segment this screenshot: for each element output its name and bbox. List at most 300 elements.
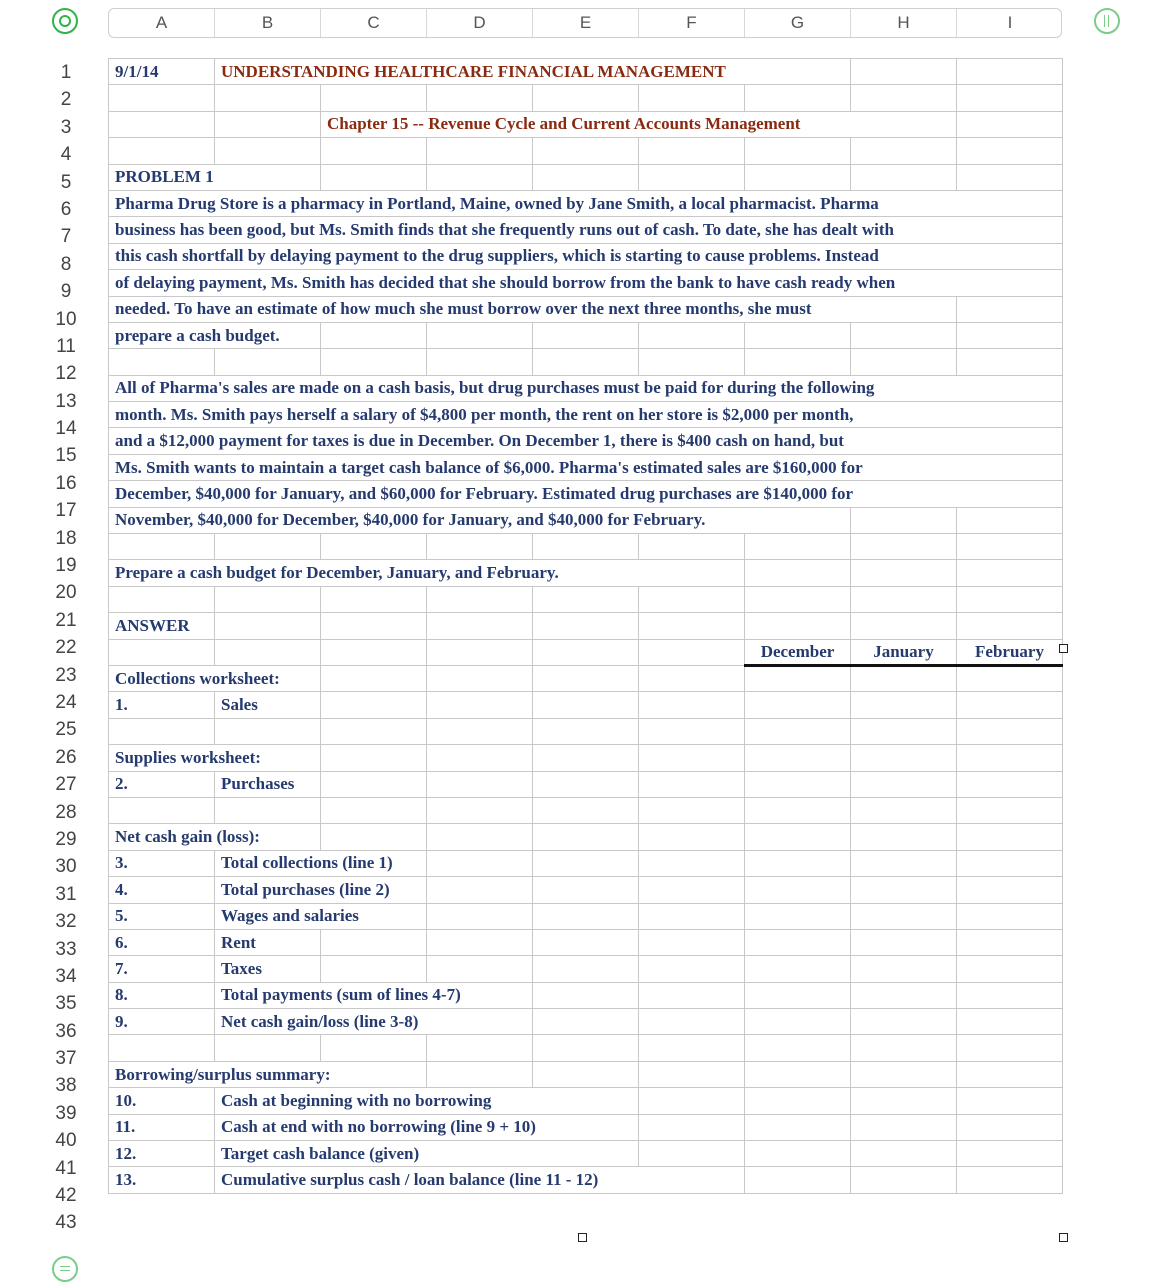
selection-resize-handle[interactable]	[1059, 1233, 1068, 1242]
cell[interactable]	[215, 586, 321, 612]
cell[interactable]	[851, 692, 957, 718]
cell[interactable]	[745, 824, 851, 850]
row-header[interactable]: 2	[60, 89, 72, 111]
cell[interactable]	[639, 665, 745, 691]
row-header[interactable]: 28	[55, 801, 77, 823]
cell[interactable]	[745, 797, 851, 823]
cell[interactable]	[639, 1141, 745, 1167]
cell-line-num[interactable]: 2.	[109, 771, 215, 797]
cell[interactable]	[639, 692, 745, 718]
cell-problem-text[interactable]: Ms. Smith wants to maintain a target cash balance of $6,000. Pharma's estimated sales are $160,000 for	[109, 454, 1063, 480]
row-header[interactable]: 39	[55, 1102, 77, 1124]
cell[interactable]	[851, 560, 957, 586]
cell[interactable]	[427, 85, 533, 111]
cell-problem-text[interactable]: needed. To have an estimate of how much she must borrow over the next three months, she must	[109, 296, 957, 322]
cell[interactable]	[321, 956, 427, 982]
cell[interactable]	[321, 771, 427, 797]
cell-line-num[interactable]: 5.	[109, 903, 215, 929]
row-header[interactable]: 9	[60, 281, 72, 303]
add-row-handle[interactable]	[52, 1256, 78, 1282]
cell[interactable]	[957, 903, 1063, 929]
cell-line-label[interactable]: Sales	[215, 692, 321, 718]
cell[interactable]	[639, 1035, 745, 1061]
row-header[interactable]: 35	[55, 993, 77, 1015]
column-header-d[interactable]: D	[427, 9, 533, 37]
cell[interactable]	[745, 771, 851, 797]
cell[interactable]	[745, 877, 851, 903]
cell[interactable]	[639, 586, 745, 612]
cell-section-header[interactable]: Net cash gain (loss):	[109, 824, 321, 850]
column-header-b[interactable]: B	[215, 9, 321, 37]
cell-line-label[interactable]: Wages and salaries	[215, 903, 427, 929]
row-header[interactable]: 21	[55, 609, 77, 631]
cell[interactable]	[533, 797, 639, 823]
cell[interactable]	[745, 1167, 851, 1193]
cell[interactable]	[533, 824, 639, 850]
cell[interactable]	[533, 1035, 639, 1061]
cell-line-num[interactable]: 4.	[109, 877, 215, 903]
row-header[interactable]: 7	[60, 226, 72, 248]
row-header[interactable]: 40	[55, 1130, 77, 1152]
select-all-button[interactable]	[52, 8, 78, 34]
cell[interactable]	[745, 1088, 851, 1114]
cell-line-label[interactable]: Total collections (line 1)	[215, 850, 427, 876]
month-header-february[interactable]: February	[957, 639, 1063, 665]
cell[interactable]	[321, 613, 427, 639]
cell[interactable]	[851, 1141, 957, 1167]
cell[interactable]	[745, 138, 851, 164]
cell[interactable]	[427, 929, 533, 955]
cell-line-num[interactable]: 10.	[109, 1088, 215, 1114]
cell[interactable]	[851, 797, 957, 823]
cell-section-header[interactable]: Supplies worksheet:	[109, 745, 321, 771]
cell[interactable]	[957, 745, 1063, 771]
row-header[interactable]: 10	[55, 308, 77, 330]
cell[interactable]	[851, 718, 957, 744]
cell[interactable]	[533, 613, 639, 639]
cell[interactable]	[639, 850, 745, 876]
cell[interactable]	[321, 85, 427, 111]
row-header[interactable]: 38	[55, 1075, 77, 1097]
row-header[interactable]: 5	[60, 171, 72, 193]
cell[interactable]	[533, 138, 639, 164]
cell[interactable]	[215, 718, 321, 744]
cell-date[interactable]: 9/1/14	[109, 59, 215, 85]
row-header[interactable]: 41	[55, 1157, 77, 1179]
cell[interactable]	[639, 322, 745, 348]
cell[interactable]	[109, 1035, 215, 1061]
cell[interactable]	[851, 929, 957, 955]
cell[interactable]	[851, 877, 957, 903]
cell[interactable]	[533, 745, 639, 771]
cell[interactable]	[745, 560, 851, 586]
cell-problem-text[interactable]: prepare a cash budget.	[109, 322, 321, 348]
cell[interactable]	[745, 322, 851, 348]
cell[interactable]	[109, 85, 215, 111]
cell[interactable]	[427, 718, 533, 744]
cell-line-label[interactable]: Total payments (sum of lines 4-7)	[215, 982, 533, 1008]
cell[interactable]	[851, 850, 957, 876]
cell[interactable]	[957, 613, 1063, 639]
cell[interactable]	[533, 929, 639, 955]
cell[interactable]	[957, 692, 1063, 718]
cell[interactable]	[745, 850, 851, 876]
selection-resize-handle[interactable]	[578, 1233, 587, 1242]
cell[interactable]	[957, 1114, 1063, 1140]
cell[interactable]	[851, 349, 957, 375]
cell[interactable]	[533, 1009, 639, 1035]
cell[interactable]	[957, 111, 1063, 137]
cell[interactable]	[639, 877, 745, 903]
cell[interactable]	[851, 85, 957, 111]
cell-line-label[interactable]: Cumulative surplus cash / loan balance (line 11 - 12)	[215, 1167, 745, 1193]
cell[interactable]	[957, 85, 1063, 111]
cell[interactable]	[533, 903, 639, 929]
cell[interactable]	[851, 613, 957, 639]
cell[interactable]	[427, 745, 533, 771]
cell[interactable]	[957, 1035, 1063, 1061]
cell[interactable]	[957, 1088, 1063, 1114]
cell[interactable]	[639, 1009, 745, 1035]
cell-problem-text[interactable]: Pharma Drug Store is a pharmacy in Portland, Maine, owned by Jane Smith, a local pharmacist. Pharma	[109, 190, 1063, 216]
cell[interactable]	[109, 797, 215, 823]
cell-problem-label[interactable]: PROBLEM 1	[109, 164, 321, 190]
cell-line-label[interactable]: Net cash gain/loss (line 3-8)	[215, 1009, 533, 1035]
cell[interactable]	[215, 613, 321, 639]
cell[interactable]	[215, 85, 321, 111]
cell[interactable]	[533, 85, 639, 111]
cell[interactable]	[957, 797, 1063, 823]
row-header[interactable]: 36	[55, 1020, 77, 1042]
cell[interactable]	[427, 534, 533, 560]
add-column-handle[interactable]	[1094, 8, 1120, 34]
cell[interactable]	[851, 903, 957, 929]
cell[interactable]	[321, 718, 427, 744]
row-header[interactable]: 8	[60, 253, 72, 275]
row-header[interactable]: 34	[55, 965, 77, 987]
cell-problem-text[interactable]: December, $40,000 for January, and $60,000 for February. Estimated drug purchases are $140,000 for	[109, 481, 1063, 507]
cell-line-num[interactable]: 11.	[109, 1114, 215, 1140]
row-header[interactable]: 6	[60, 198, 72, 220]
row-header[interactable]: 31	[55, 883, 77, 905]
cell-instruction[interactable]: Prepare a cash budget for December, January, and February.	[109, 560, 745, 586]
cell[interactable]	[957, 956, 1063, 982]
cell[interactable]	[321, 745, 427, 771]
cell[interactable]	[851, 956, 957, 982]
row-header[interactable]: 18	[55, 527, 77, 549]
cell[interactable]	[851, 982, 957, 1008]
cell[interactable]	[533, 692, 639, 718]
cell[interactable]	[215, 349, 321, 375]
cell[interactable]	[427, 797, 533, 823]
cell[interactable]	[639, 534, 745, 560]
cell[interactable]	[427, 138, 533, 164]
row-header[interactable]: 25	[55, 719, 77, 741]
cell[interactable]	[639, 1088, 745, 1114]
cell[interactable]	[851, 771, 957, 797]
cell[interactable]	[427, 956, 533, 982]
cell[interactable]	[533, 850, 639, 876]
row-header[interactable]: 23	[55, 664, 77, 686]
cell[interactable]	[533, 665, 639, 691]
column-header-f[interactable]: F	[639, 9, 745, 37]
cell[interactable]	[533, 322, 639, 348]
cell-problem-text[interactable]: of delaying payment, Ms. Smith has decided that she should borrow from the bank to have cash ready when	[109, 270, 1063, 296]
row-header[interactable]: 20	[55, 582, 77, 604]
cell[interactable]	[745, 956, 851, 982]
cell[interactable]	[427, 771, 533, 797]
cell[interactable]	[957, 1167, 1063, 1193]
cell[interactable]	[851, 745, 957, 771]
cell[interactable]	[321, 824, 427, 850]
row-header[interactable]: 24	[55, 691, 77, 713]
column-header-c[interactable]: C	[321, 9, 427, 37]
cell[interactable]	[427, 164, 533, 190]
row-header[interactable]: 16	[55, 472, 77, 494]
cell[interactable]	[745, 586, 851, 612]
cell-problem-text[interactable]: All of Pharma's sales are made on a cash basis, but drug purchases must be paid for during the following	[109, 375, 1063, 401]
cell[interactable]	[321, 639, 427, 665]
cell[interactable]	[533, 877, 639, 903]
cell[interactable]	[957, 877, 1063, 903]
cell[interactable]	[957, 665, 1063, 691]
cell[interactable]	[215, 797, 321, 823]
cell-problem-text[interactable]: and a $12,000 payment for taxes is due in December. On December 1, there is $400 cash on hand, but	[109, 428, 1063, 454]
cell-line-num[interactable]: 12.	[109, 1141, 215, 1167]
cell-answer-label[interactable]: ANSWER	[109, 613, 215, 639]
cell[interactable]	[851, 1061, 957, 1087]
cell[interactable]	[533, 1061, 639, 1087]
cell[interactable]	[745, 718, 851, 744]
cell-line-num[interactable]: 3.	[109, 850, 215, 876]
cell[interactable]	[321, 322, 427, 348]
cell[interactable]	[639, 824, 745, 850]
cell[interactable]	[427, 349, 533, 375]
cell[interactable]	[851, 138, 957, 164]
cell-line-num[interactable]: 6.	[109, 929, 215, 955]
cell[interactable]	[533, 718, 639, 744]
cell[interactable]	[427, 903, 533, 929]
cell[interactable]	[109, 534, 215, 560]
cell[interactable]	[639, 771, 745, 797]
row-header[interactable]: 37	[55, 1048, 77, 1070]
cell[interactable]	[639, 956, 745, 982]
cell-line-label[interactable]: Target cash balance (given)	[215, 1141, 639, 1167]
cell[interactable]	[957, 349, 1063, 375]
cell[interactable]	[851, 665, 957, 691]
cell-line-label[interactable]: Purchases	[215, 771, 321, 797]
cell[interactable]	[533, 534, 639, 560]
cell[interactable]	[533, 982, 639, 1008]
cell[interactable]	[851, 322, 957, 348]
cell[interactable]	[533, 639, 639, 665]
cell[interactable]	[639, 982, 745, 1008]
cell[interactable]	[957, 586, 1063, 612]
row-header[interactable]: 15	[55, 445, 77, 467]
cell[interactable]	[321, 138, 427, 164]
cell[interactable]	[957, 138, 1063, 164]
cell[interactable]	[639, 797, 745, 823]
cell[interactable]	[745, 1035, 851, 1061]
cell[interactable]	[109, 718, 215, 744]
cell[interactable]	[215, 534, 321, 560]
cell-line-label[interactable]: Rent	[215, 929, 321, 955]
cell[interactable]	[957, 296, 1063, 322]
cell-problem-text[interactable]: business has been good, but Ms. Smith finds that she frequently runs out of cash. To date, she has dealt with	[109, 217, 1063, 243]
cell[interactable]	[745, 929, 851, 955]
cell[interactable]	[215, 111, 321, 137]
cell[interactable]	[639, 613, 745, 639]
cell-line-label[interactable]: Cash at beginning with no borrowing	[215, 1088, 639, 1114]
cell[interactable]	[639, 138, 745, 164]
row-header[interactable]: 22	[55, 637, 77, 659]
row-header[interactable]: 42	[55, 1185, 77, 1207]
cell[interactable]	[109, 586, 215, 612]
cell[interactable]	[427, 877, 533, 903]
cell[interactable]	[851, 824, 957, 850]
cell[interactable]	[321, 164, 427, 190]
cell[interactable]	[427, 322, 533, 348]
row-header[interactable]: 19	[55, 555, 77, 577]
cell[interactable]	[745, 982, 851, 1008]
column-header-a[interactable]: A	[109, 9, 215, 37]
column-header-h[interactable]: H	[851, 9, 957, 37]
cell[interactable]	[533, 164, 639, 190]
cell[interactable]	[427, 586, 533, 612]
cell[interactable]	[745, 692, 851, 718]
cell[interactable]	[745, 1141, 851, 1167]
cell[interactable]	[745, 534, 851, 560]
cell[interactable]	[851, 59, 957, 85]
cell[interactable]	[639, 718, 745, 744]
row-header[interactable]: 14	[55, 418, 77, 440]
cell[interactable]	[427, 613, 533, 639]
row-header[interactable]: 26	[55, 746, 77, 768]
cell-problem-text[interactable]: month. Ms. Smith pays herself a salary of $4,800 per month, the rent on her store is $2,000 per month,	[109, 402, 1063, 428]
cell[interactable]	[851, 534, 957, 560]
cell[interactable]	[215, 138, 321, 164]
cell[interactable]	[851, 1167, 957, 1193]
cell[interactable]	[957, 59, 1063, 85]
cell-problem-text[interactable]: this cash shortfall by delaying payment to the drug suppliers, which is starting to cause problems. Instead	[109, 243, 1063, 269]
cell[interactable]	[851, 1009, 957, 1035]
cell[interactable]	[215, 1035, 321, 1061]
cell[interactable]	[321, 797, 427, 823]
row-header[interactable]: 33	[55, 938, 77, 960]
cell[interactable]	[745, 164, 851, 190]
cell[interactable]	[321, 929, 427, 955]
cell-line-label[interactable]: Total purchases (line 2)	[215, 877, 427, 903]
row-header[interactable]: 30	[55, 856, 77, 878]
cell-line-num[interactable]: 7.	[109, 956, 215, 982]
column-header-i[interactable]: I	[1007, 13, 1013, 32]
cell-chapter[interactable]: Chapter 15 -- Revenue Cycle and Current Accounts Management	[321, 111, 957, 137]
cell[interactable]	[745, 613, 851, 639]
cell[interactable]	[427, 1061, 533, 1087]
selection-resize-handle[interactable]	[1059, 644, 1068, 653]
cell[interactable]	[745, 665, 851, 691]
cell[interactable]	[109, 138, 215, 164]
cell-line-num[interactable]: 9.	[109, 1009, 215, 1035]
cell-line-label[interactable]: Taxes	[215, 956, 321, 982]
cell[interactable]	[533, 586, 639, 612]
cell[interactable]	[745, 1114, 851, 1140]
cell[interactable]	[427, 850, 533, 876]
cell[interactable]	[639, 164, 745, 190]
cell[interactable]	[321, 665, 427, 691]
month-header-december[interactable]: December	[745, 639, 851, 665]
cell[interactable]	[851, 586, 957, 612]
cell[interactable]	[639, 1114, 745, 1140]
row-header[interactable]: 32	[55, 911, 77, 933]
cell-line-num[interactable]: 8.	[109, 982, 215, 1008]
cell[interactable]	[639, 639, 745, 665]
cell[interactable]	[851, 1088, 957, 1114]
cell[interactable]	[321, 1035, 427, 1061]
cell[interactable]	[957, 718, 1063, 744]
cell-line-label[interactable]: Cash at end with no borrowing (line 9 + 10)	[215, 1114, 639, 1140]
cell[interactable]	[851, 1114, 957, 1140]
cell[interactable]	[745, 903, 851, 929]
cell[interactable]	[321, 586, 427, 612]
cell[interactable]	[957, 322, 1063, 348]
row-header[interactable]: 17	[55, 500, 77, 522]
row-header[interactable]: 29	[55, 828, 77, 850]
row-header[interactable]: 3	[60, 116, 72, 138]
cell[interactable]	[957, 824, 1063, 850]
cell[interactable]	[957, 1141, 1063, 1167]
row-header[interactable]: 27	[55, 774, 77, 796]
cell[interactable]	[745, 1009, 851, 1035]
cell[interactable]	[321, 692, 427, 718]
cell[interactable]	[745, 1061, 851, 1087]
month-header-january[interactable]: January	[851, 639, 957, 665]
cell[interactable]	[639, 745, 745, 771]
cell[interactable]	[639, 1061, 745, 1087]
cell[interactable]	[109, 349, 215, 375]
cell[interactable]	[745, 85, 851, 111]
cell[interactable]	[851, 164, 957, 190]
cell-line-num[interactable]: 1.	[109, 692, 215, 718]
cell[interactable]	[321, 534, 427, 560]
row-header[interactable]: 1	[60, 62, 72, 83]
cell[interactable]	[957, 1009, 1063, 1035]
cell[interactable]	[851, 507, 957, 533]
cell[interactable]	[957, 850, 1063, 876]
cell[interactable]	[321, 349, 427, 375]
row-header[interactable]: 11	[56, 335, 76, 357]
cell[interactable]	[957, 982, 1063, 1008]
row-header[interactable]: 13	[55, 390, 77, 412]
cell[interactable]	[745, 745, 851, 771]
cell[interactable]	[533, 956, 639, 982]
row-header[interactable]: 43	[55, 1212, 77, 1234]
cell[interactable]	[427, 639, 533, 665]
cell[interactable]	[639, 349, 745, 375]
cell[interactable]	[957, 929, 1063, 955]
cell[interactable]	[427, 824, 533, 850]
cell[interactable]	[957, 771, 1063, 797]
cell[interactable]	[957, 534, 1063, 560]
cell[interactable]	[215, 639, 321, 665]
cell[interactable]	[851, 1035, 957, 1061]
cell-problem-text[interactable]: November, $40,000 for December, $40,000 for January, and $40,000 for February.	[109, 507, 851, 533]
cell[interactable]	[533, 771, 639, 797]
cell-section-header[interactable]: Collections worksheet:	[109, 665, 321, 691]
cell[interactable]	[109, 111, 215, 137]
cell[interactable]	[427, 665, 533, 691]
cell[interactable]	[427, 692, 533, 718]
